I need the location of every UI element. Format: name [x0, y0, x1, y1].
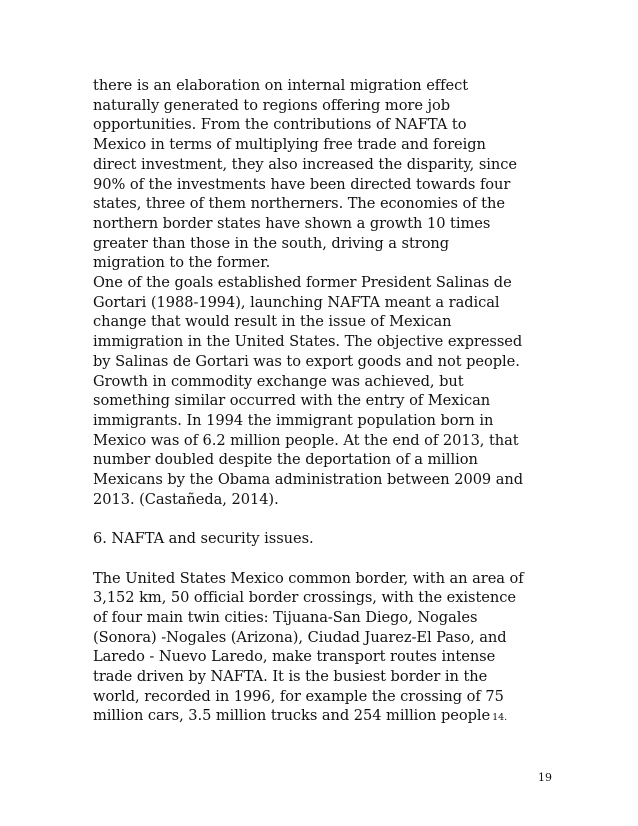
paragraph-internal-migration: there is an elaboration on internal migration effect naturally generated to regions offering more job opportunities. From the contributions of NAFTA to Mexico in terms of multiplying free trade and foreign direct investment, they also increased the disparity, since 90% of the investments have been directed towards four states, three of them northerners. The economies of the northern border states have shown a growth 10 times greater than those in the south, driving a strong migration to the former.: [93, 77, 517, 272]
footnote-reference[interactable]: 14.: [492, 712, 508, 724]
paragraph-border-crossings: [93, 569, 558, 729]
page-number: 19: [538, 771, 552, 784]
paragraph-salinas-goals: One of the goals established former President Salinas de Gortari (1988-1994), launching NAFTA meant a radical change that would result in the issue of Mexican immigration in the United States. The objective expressed by Salinas de Gortari was to export goods and not people. Growth in commodity exchange was achieved, but something similar occurred with the entry of Mexican immigrants. In 1994 the immigrant population born in Mexico was of 6.2 million people. At the end of 2013, that number doubled despite the deportation of a million Mexicans by the Obama administration between 2009 and 2013. (Castañeda, 2014).: [93, 274, 524, 508]
section-heading: 6. NAFTA and security issues.: [93, 530, 314, 548]
paragraph-spacer: [93, 549, 558, 569]
paragraph-border-text: The United States Mexico common border, with an area of 3,152 km, 50 official border crossings, with the existence of four main twin cities: Tijuana-San Diego, Nogales (Sonora) -Nogales (Arizona), Ciudad Juarez-El Paso, and Laredo - Nuevo Laredo, make transport routes intense trade driven by NAFTA. It is the busiest border in the world, recorded in 1996, for example the crossing of 75 million cars, 3.5 million trucks and 254 million people: [93, 569, 524, 725]
body-text: [93, 76, 558, 728]
paragraph-spacer: [93, 509, 558, 529]
